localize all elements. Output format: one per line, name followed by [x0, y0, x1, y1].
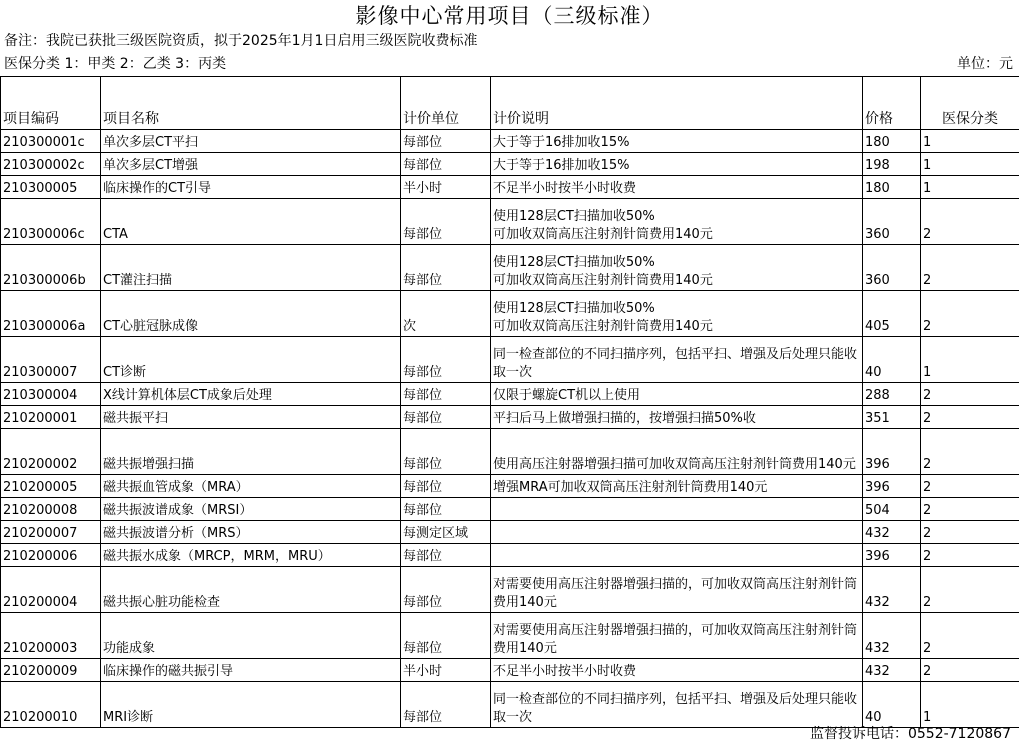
- cell-unit: 半小时: [401, 659, 491, 682]
- cell-class: 2: [921, 383, 1019, 406]
- cell-desc: [491, 544, 863, 567]
- cell-price: 432: [863, 567, 921, 613]
- table-row: [1, 682, 1019, 728]
- cell-unit: 每部位: [401, 567, 491, 613]
- cell-class: 2: [921, 544, 1019, 567]
- cell-unit: 每部位: [401, 383, 491, 406]
- cell-desc: 平扫后马上做增强扫描的，按增强扫描50%收: [491, 406, 863, 429]
- cell-code: 210300007: [1, 337, 101, 383]
- cell-name: 单次多层CT平扫: [101, 130, 401, 153]
- cell-desc: 同一检查部位的不同扫描序列，包括平扫、增强及后处理只能收取一次: [491, 682, 863, 728]
- cell-unit: 次: [401, 291, 491, 337]
- page-title: 影像中心常用项目（三级标准）: [355, 4, 664, 28]
- cell-class: 1: [921, 337, 1019, 383]
- header-unit: 计价单位: [401, 77, 491, 130]
- cell-price: 360: [863, 245, 921, 291]
- cell-code: 210200005: [1, 475, 101, 498]
- cell-unit: 每部位: [401, 682, 491, 728]
- cell-desc: 同一检查部位的不同扫描序列，包括平扫、增强及后处理只能收取一次: [491, 337, 863, 383]
- cell-name: CTA: [101, 199, 401, 245]
- cell-unit: 半小时: [401, 176, 491, 199]
- cell-price: 432: [863, 659, 921, 682]
- cell-price: 405: [863, 291, 921, 337]
- cell-desc: 不足半小时按半小时收费: [491, 659, 863, 682]
- cell-name: CT灌注扫描: [101, 245, 401, 291]
- cell-desc: 大于等于16排加收15%: [491, 153, 863, 176]
- cell-name: 功能成象: [101, 613, 401, 659]
- complaint-hotline: 监督投诉电话：0552-7120867: [809, 726, 1011, 742]
- cell-class: 2: [921, 659, 1019, 682]
- cell-code: 210200009: [1, 659, 101, 682]
- cell-price: 40: [863, 682, 921, 728]
- cell-name: 磁共振血管成象（MRA）: [101, 475, 401, 498]
- cell-unit: 每部位: [401, 406, 491, 429]
- cell-class: 2: [921, 498, 1019, 521]
- header-code: 项目编码: [1, 77, 101, 130]
- cell-desc: 使用128层CT扫描加收50% 可加收双筒高压注射剂针筒费用140元: [491, 291, 863, 337]
- cell-unit: 每部位: [401, 429, 491, 475]
- cell-unit: 每部位: [401, 153, 491, 176]
- table-row: [1, 245, 1019, 291]
- cell-desc: 不足半小时按半小时收费: [491, 176, 863, 199]
- cell-code: 210200003: [1, 613, 101, 659]
- table-row: [1, 291, 1019, 337]
- cell-code: 210300005: [1, 176, 101, 199]
- table-row: [1, 153, 1019, 176]
- cell-code: 210200004: [1, 567, 101, 613]
- cell-code: 210200008: [1, 498, 101, 521]
- table-row: [1, 544, 1019, 567]
- insurance-class-legend: 医保分类 1：甲类 2：乙类 3：丙类: [4, 56, 227, 72]
- currency-unit: 单位：元: [957, 56, 1013, 72]
- cell-name: 磁共振平扫: [101, 406, 401, 429]
- cell-name: X线计算机体层CT成象后处理: [101, 383, 401, 406]
- cell-price: 40: [863, 337, 921, 383]
- cell-class: 2: [921, 406, 1019, 429]
- cell-code: 210200007: [1, 521, 101, 544]
- table-row: [1, 659, 1019, 682]
- cell-unit: 每部位: [401, 130, 491, 153]
- cell-unit: 每部位: [401, 475, 491, 498]
- cell-class: 2: [921, 521, 1019, 544]
- cell-class: 1: [921, 682, 1019, 728]
- cell-desc: [491, 498, 863, 521]
- cell-unit: 每部位: [401, 544, 491, 567]
- header-desc: 计价说明: [491, 77, 863, 130]
- cell-class: 2: [921, 291, 1019, 337]
- cell-desc: 增强MRA可加收双筒高压注射剂针筒费用140元: [491, 475, 863, 498]
- table-row: [1, 475, 1019, 498]
- cell-name: CT诊断: [101, 337, 401, 383]
- cell-class: 2: [921, 199, 1019, 245]
- cell-desc: 大于等于16排加收15%: [491, 130, 863, 153]
- cell-unit: 每测定区域: [401, 521, 491, 544]
- cell-name: CT心脏冠脉成像: [101, 291, 401, 337]
- cell-code: 210200010: [1, 682, 101, 728]
- cell-code: 210300006c: [1, 199, 101, 245]
- table-row: [1, 383, 1019, 406]
- cell-class: 2: [921, 567, 1019, 613]
- fee-table: [0, 76, 1019, 728]
- cell-name: 临床操作的CT引导: [101, 176, 401, 199]
- cell-price: 396: [863, 429, 921, 475]
- cell-price: 360: [863, 199, 921, 245]
- table-header-row: [1, 77, 1019, 130]
- cell-class: 2: [921, 475, 1019, 498]
- cell-code: 210200006: [1, 544, 101, 567]
- cell-price: 504: [863, 498, 921, 521]
- cell-desc: 使用128层CT扫描加收50% 可加收双筒高压注射剂针筒费用140元: [491, 245, 863, 291]
- cell-code: 210200002: [1, 429, 101, 475]
- cell-code: 210300002c: [1, 153, 101, 176]
- cell-price: 396: [863, 544, 921, 567]
- cell-price: 396: [863, 475, 921, 498]
- cell-unit: 每部位: [401, 613, 491, 659]
- cell-name: 磁共振波谱成象（MRSI）: [101, 498, 401, 521]
- cell-price: 351: [863, 406, 921, 429]
- header-price: 价格: [863, 77, 921, 130]
- table-row: [1, 498, 1019, 521]
- cell-class: 2: [921, 613, 1019, 659]
- cell-unit: 每部位: [401, 498, 491, 521]
- cell-code: 210300001c: [1, 130, 101, 153]
- cell-price: 432: [863, 613, 921, 659]
- table-row: [1, 199, 1019, 245]
- cell-desc: 对需要使用高压注射器增强扫描的，可加收双筒高压注射剂针筒费用140元: [491, 567, 863, 613]
- table-row: [1, 521, 1019, 544]
- cell-name: 磁共振波谱分析（MRS）: [101, 521, 401, 544]
- cell-desc: 仅限于螺旋CT机以上使用: [491, 383, 863, 406]
- cell-code: 210300006b: [1, 245, 101, 291]
- note-line: 备注：我院已获批三级医院资质，拟于2025年1月1日启用三级医院收费标准: [4, 33, 478, 49]
- cell-unit: 每部位: [401, 199, 491, 245]
- cell-name: 单次多层CT增强: [101, 153, 401, 176]
- cell-desc: 对需要使用高压注射器增强扫描的，可加收双筒高压注射剂针筒费用140元: [491, 613, 863, 659]
- header-name: 项目名称: [101, 77, 401, 130]
- cell-code: 210300004: [1, 383, 101, 406]
- cell-class: 1: [921, 130, 1019, 153]
- cell-code: 210200001: [1, 406, 101, 429]
- cell-price: 180: [863, 176, 921, 199]
- cell-unit: 每部位: [401, 337, 491, 383]
- cell-unit: 每部位: [401, 245, 491, 291]
- cell-price: 180: [863, 130, 921, 153]
- cell-name: 磁共振心脏功能检查: [101, 567, 401, 613]
- cell-desc: 使用128层CT扫描加收50% 可加收双筒高压注射剂针筒费用140元: [491, 199, 863, 245]
- cell-class: 1: [921, 153, 1019, 176]
- table-row: [1, 176, 1019, 199]
- table-row: [1, 429, 1019, 475]
- cell-name: 磁共振增强扫描: [101, 429, 401, 475]
- cell-class: 2: [921, 245, 1019, 291]
- table-row: [1, 130, 1019, 153]
- cell-name: 临床操作的磁共振引导: [101, 659, 401, 682]
- cell-class: 2: [921, 429, 1019, 475]
- cell-class: 1: [921, 176, 1019, 199]
- table-row: [1, 406, 1019, 429]
- cell-price: 432: [863, 521, 921, 544]
- cell-price: 288: [863, 383, 921, 406]
- cell-code: 210300006a: [1, 291, 101, 337]
- table-row: [1, 613, 1019, 659]
- cell-desc: 使用高压注射器增强扫描可加收双筒高压注射剂针筒费用140元: [491, 429, 863, 475]
- cell-name: MRI诊断: [101, 682, 401, 728]
- cell-price: 198: [863, 153, 921, 176]
- cell-name: 磁共振水成象（MRCP，MRM，MRU）: [101, 544, 401, 567]
- cell-desc: [491, 521, 863, 544]
- table-row: [1, 567, 1019, 613]
- table-row: [1, 337, 1019, 383]
- header-class: 医保分类: [921, 77, 1019, 130]
